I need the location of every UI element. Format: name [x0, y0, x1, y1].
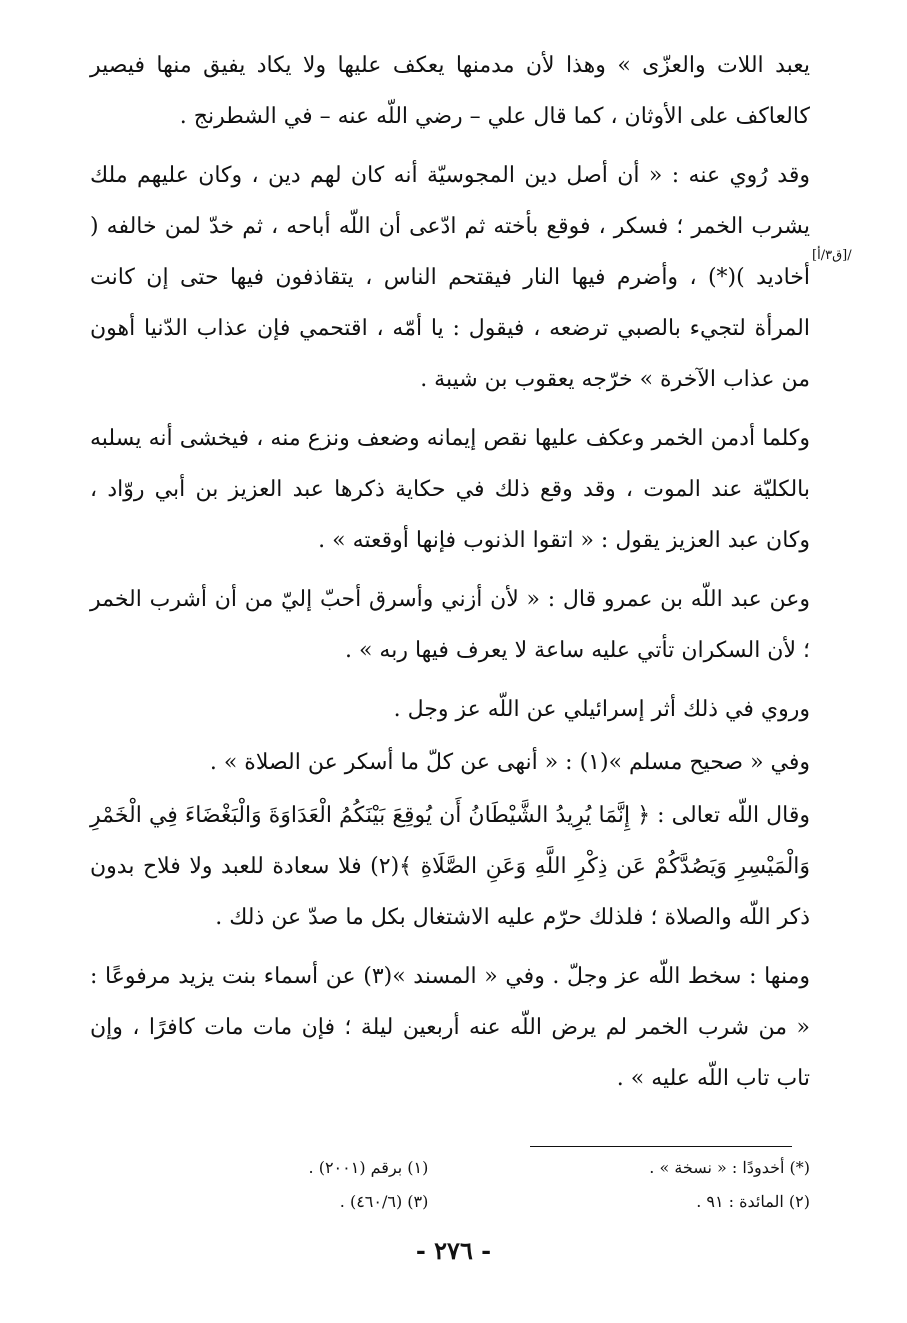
paragraph-4: وعن عبد اللّه بن عمرو قال : « لأن أزني وأسرق أحبّ إليّ من أن أشرب الخمر ؛ لأن السكران تأتي عليه ساعة لا يعرف فيها ربه » . — [90, 587, 810, 663]
paragraph-6: وفي « صحيح مسلم »(١) : « أنهى عن كلّ ما أسكر عن الصلاة » . — [209, 750, 810, 775]
footnote-2: (٢) المائدة : ٩١ . — [696, 1192, 810, 1211]
footnote-row — [90, 1158, 810, 1192]
paragraph-2: وقد رُوي عنه : « أن أصل دين المجوسيّة أنه كان لهم دين ، وكان عليهم ملك يشرب الخمر ؛ فسكر ، فوقع بأخته ثم ادّعى أن اللّه أباحه ، ثم خدّ لمن خالفه ( أخاديد )(*) ، وأضرم فيها النار فيقتحم الناس ، يتقاذفون فيها حتى إن كانت المرأة لتجيء بالصبي ترضعه ، فيقول : يا أمّه ، اقتحمي فإن عذاب الدّنيا أهون من عذاب الآخرة » خرّجه يعقوب بن شيبة . — [90, 163, 810, 392]
paragraph-1: يعبد اللات والعزّى » وهذا لأن مدمنها يعكف عليها ولا يكاد يفيق منها فيصير كالعاكف على الأوثان ، كما قال علي – رضي اللّه عنه – في الشطرنج . — [90, 53, 810, 129]
paragraph-3: وكلما أدمن الخمر وعكف عليها نقص إيمانه وضعف ونزع منه ، فيخشى أنه يسلبه بالكليّة عند الموت ، وقد وقع ذلك في حكاية ذكرها عبد العزيز بن أبي روّاد ، وكان عبد العزيز يقول : « اتقوا الذنوب فإنها أوقعته » . — [90, 426, 810, 553]
footnotes — [90, 1158, 810, 1226]
footnote-row — [90, 1192, 810, 1226]
manuscript-margin-reference: [ق٣/أ]/ — [812, 248, 852, 263]
footnote-star: (*) أخدودًا : « نسخة » . — [649, 1158, 810, 1177]
page-body — [90, 40, 810, 1112]
footnote-3: (٣) (٤٦٠/٦) . — [339, 1192, 429, 1211]
page-number: - ٢٧٦ - — [415, 1236, 492, 1265]
paragraph-7: وقال اللّه تعالى : ﴿ إِنَّمَا يُرِيدُ الشَّيْطَانُ أَن يُوقِعَ بَيْنَكُمُ الْعَدَاوَةَ وَالْبَغْضَاءَ فِي الْخَمْرِ وَالْمَيْسِرِ وَيَصُدَّكُمْ عَن ذِكْرِ اللَّهِ وَعَنِ الصَّلَاةِ ﴾(٢) فلا سعادة للعبد ولا فلاح بدون ذكر اللّه والصلاة ؛ فلذلك حرّم عليه الاشتغال بكل ما صدّ عن ذلك . — [90, 803, 811, 930]
paragraph-5: وروي في ذلك أثر إسرائيلي عن اللّه عز وجل . — [393, 697, 810, 722]
footnote-separator — [530, 1146, 792, 1147]
footnote-1: (١) برقم (٢٠٠١) . — [308, 1158, 429, 1177]
paragraph-8: ومنها : سخط اللّه عز وجلّ . وفي « المسند »(٣) عن أسماء بنت يزيد مرفوعًا : « من شرب الخمر لم يرض اللّه عنه أربعين ليلة ؛ فإن مات مات كافرًا ، وإن تاب تاب اللّه عليه » . — [90, 964, 810, 1091]
